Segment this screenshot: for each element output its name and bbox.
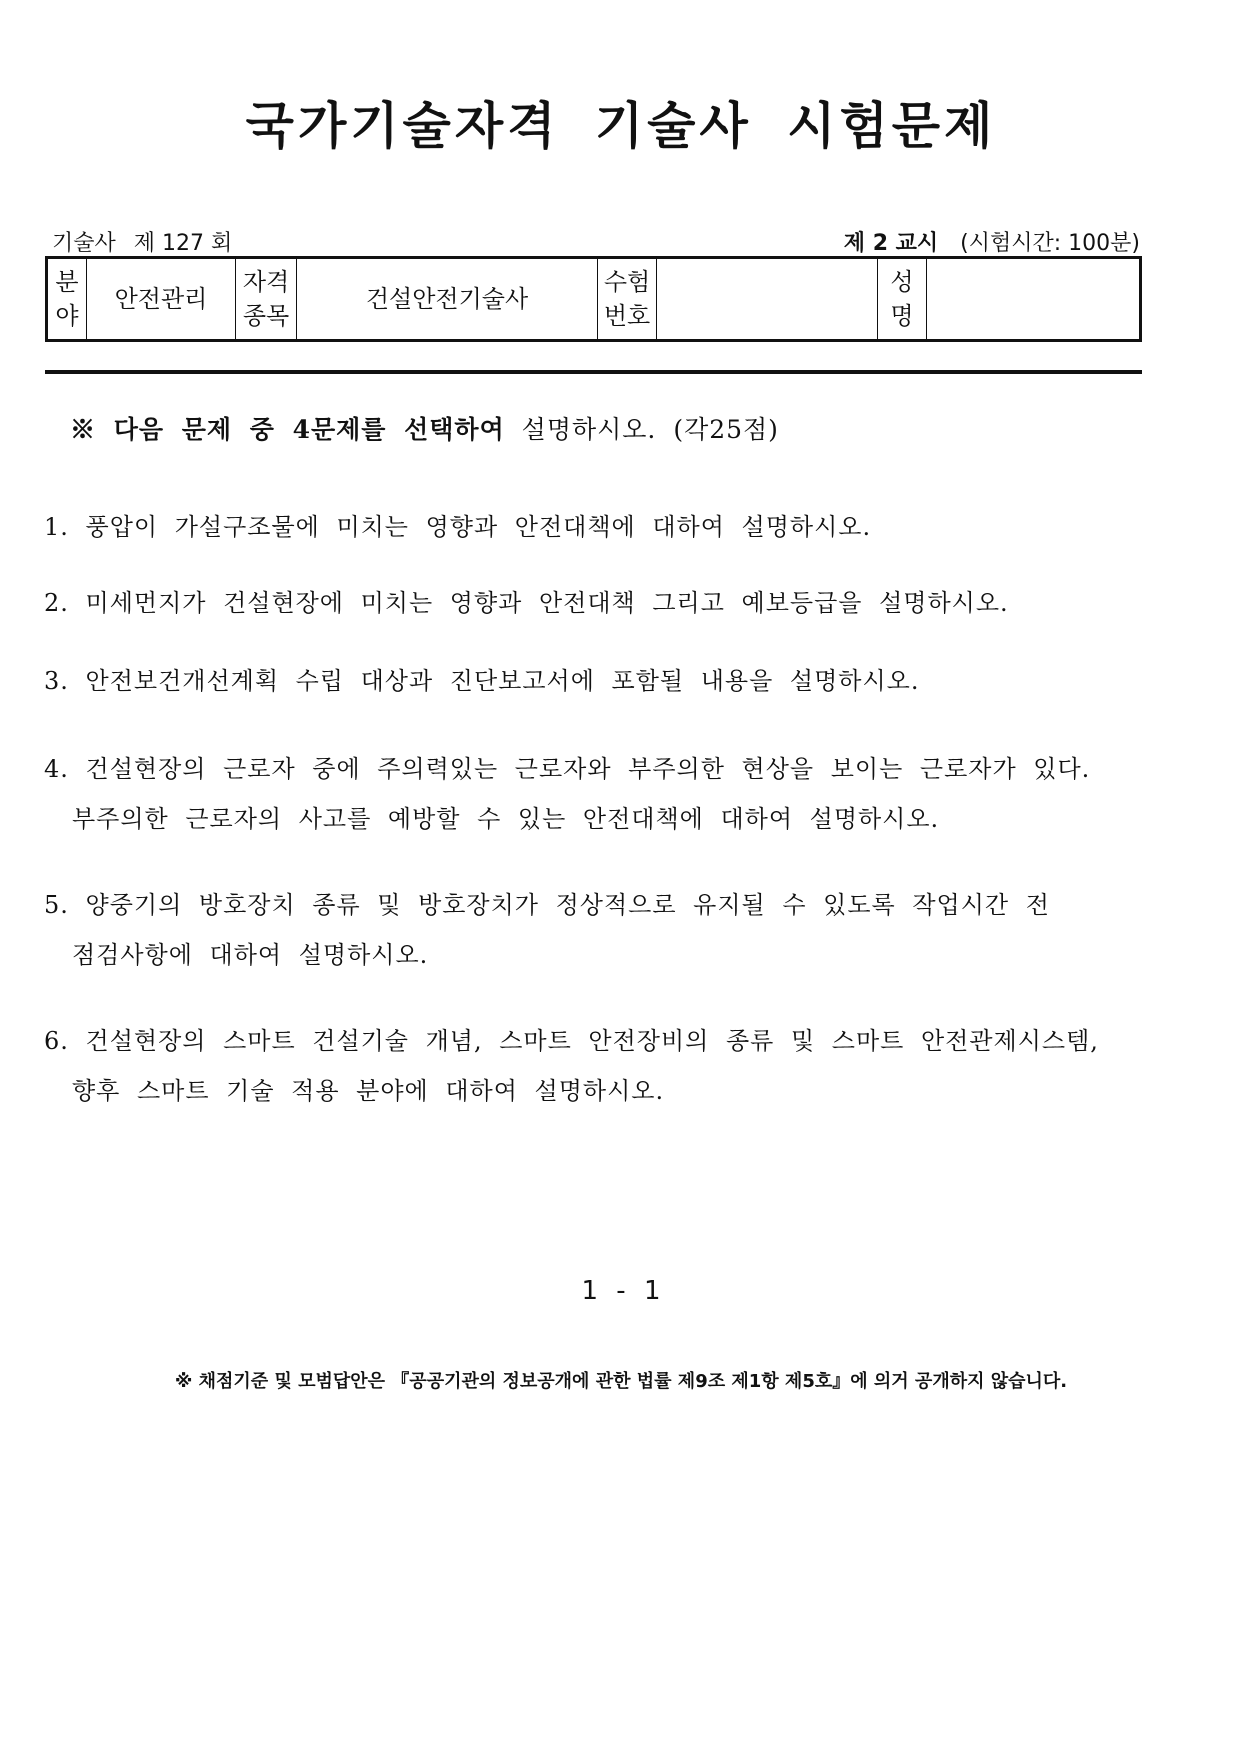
qualification-label-bottom: 종목 [242, 302, 290, 330]
page-number: 1 - 1 [581, 1276, 661, 1306]
question-1 [44, 502, 1144, 552]
exam-meta-left [52, 226, 232, 257]
question-text-continued: 점검사항에 대하여 설명하시오. [72, 941, 429, 969]
name-value[interactable] [927, 258, 1141, 341]
question-4 [44, 744, 1144, 844]
exam-meta-right [844, 226, 1140, 257]
question-6 [44, 1016, 1144, 1116]
question-3 [44, 656, 1144, 706]
exam-number-label-top: 수험 [603, 268, 651, 296]
question-text: 5. 양중기의 방호장치 종류 및 방호장치가 정상적으로 유지될 수 있도록 작업시간 전 [44, 891, 1050, 919]
question-text: 6. 건설현장의 스마트 건설기술 개념, 스마트 안전장비의 종류 및 스마트 안전관제시스템, [44, 1027, 1099, 1055]
field-label-top: 분 [55, 268, 79, 296]
instruction [70, 410, 779, 446]
qualification-label-cell [236, 258, 297, 341]
question-text-continued: 향후 스마트 기술 적용 분야에 대하여 설명하시오. [72, 1077, 665, 1105]
name-label-bottom: 명 [890, 302, 914, 330]
question-text: 1. 풍압이 가설구조물에 미치는 영향과 안전대책에 대하여 설명하시오. [44, 513, 872, 541]
qualification-value: 건설안전기술사 [297, 258, 598, 341]
exam-session: 제 2 교시 [843, 231, 939, 256]
question-text: 3. 안전보건개선계획 수립 대상과 진단보고서에 포함될 내용을 설명하시오. [44, 667, 920, 695]
exam-round: 제 127 회 [133, 231, 233, 256]
exam-number-label-cell [598, 258, 657, 341]
exam-number-label-bottom: 번호 [603, 302, 651, 330]
name-label-cell [878, 258, 927, 341]
instruction-bold: ※ 다음 문제 중 4문제를 선택하여 [70, 415, 505, 444]
exam-type: 기술사 [52, 231, 116, 256]
field-label-bottom: 야 [55, 302, 79, 330]
question-text-continued: 부주의한 근로자의 사고를 예방할 수 있는 안전대책에 대하여 설명하시오. [72, 805, 940, 833]
field-value: 안전관리 [87, 258, 236, 341]
page-title: 국가기술자격 기술사 시험문제 [245, 96, 997, 155]
exam-number-value[interactable] [657, 258, 878, 341]
exam-duration: (시험시간: 100분) [960, 231, 1140, 256]
question-2 [44, 578, 1144, 628]
field-label-cell [47, 258, 87, 341]
exam-info-table [45, 256, 1142, 342]
question-5 [44, 880, 1144, 980]
footer-note: ※ 채점기준 및 모범답안은 『공공기관의 정보공개에 관한 법률 제9조 제1항 제5호』에 의거 공개하지 않습니다. [174, 1371, 1068, 1392]
divider [45, 370, 1142, 374]
instruction-rest: 설명하시오. (각25점) [521, 415, 779, 444]
name-label-top: 성 [890, 268, 914, 296]
question-text: 4. 건설현장의 근로자 중에 주의력있는 근로자와 부주의한 현상을 보이는 근로자가 있다. [44, 755, 1091, 783]
qualification-label-top: 자격 [242, 268, 290, 296]
question-text: 2. 미세먼지가 건설현장에 미치는 영향과 안전대책 그리고 예보등급을 설명하시오. [44, 589, 1009, 617]
